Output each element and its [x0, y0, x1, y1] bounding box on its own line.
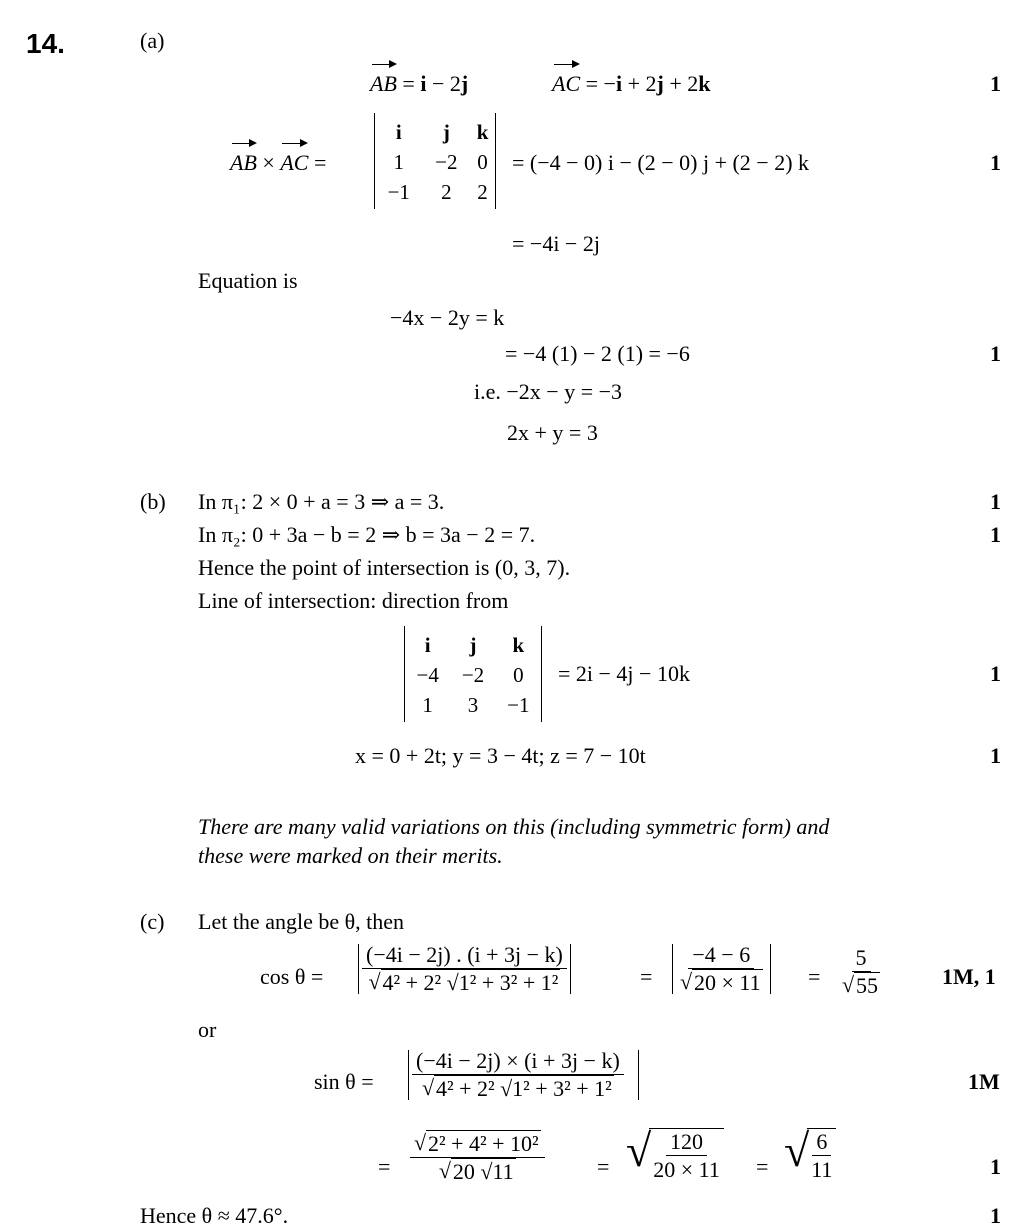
cos-fraction-1: (−4i − 2j) . (i + 3j − k) √ 4² + 2² √1² + 3² + 1² — [358, 944, 571, 994]
plane-eq-1: −4x − 2y = k — [390, 305, 505, 330]
note-line-1: There are many valid variations on this (including symmetric form) and — [198, 814, 830, 839]
part-a-label: (a) — [140, 28, 165, 53]
b-line-1: In π₁: 2 × 0 + a = 3 ⇒ a = 3. — [198, 489, 445, 514]
cross-result: = −4i − 2j — [512, 231, 600, 256]
sin-fraction-1: (−4i − 2j) × (i + 3j − k) √ 4² + 2² √1² + 3² + 1² — [408, 1050, 639, 1100]
sin-eq-2: = — [597, 1154, 610, 1179]
sin-fraction-3: √ $\frac{120}{20 \times 11}$ — [626, 1128, 724, 1181]
mark-c3: 1 — [990, 1154, 1001, 1179]
cross-expansion: = (−4 − 0) i − (2 − 0) j + (2 − 2) k — [512, 150, 810, 175]
plane-eq-2: = −4 (1) − 2 (1) = −6 — [505, 341, 690, 366]
cos-lhs: cos θ = — [260, 964, 324, 989]
part-c-label: (c) — [140, 909, 165, 934]
b-line-2: In π₂: 0 + 3a − b = 2 ⇒ b = 3a − 2 = 7. — [198, 522, 536, 547]
ac-vector-line: AC = −i + 2j + 2k — [552, 71, 711, 96]
sin-eq-3: = — [756, 1154, 769, 1179]
sin-eq-1: = — [378, 1154, 391, 1179]
final-answer: Hence θ ≈ 47.6°. — [140, 1203, 289, 1228]
mark-b1: 1 — [990, 489, 1001, 514]
direction-determinant: i j k −4 −2 0 1 3 −1 — [404, 626, 542, 722]
sin-fraction-2: √ 2² + 4² + 10² √ 20 √11 — [410, 1133, 545, 1183]
mark-a3: 1 — [990, 341, 1001, 366]
plane-eq-4: 2x + y = 3 — [507, 420, 598, 445]
or-text: or — [198, 1017, 217, 1042]
direction-result: = 2i − 4j − 10k — [558, 661, 690, 686]
equation-is: Equation is — [198, 268, 298, 293]
sin-fraction-4: √ $\frac{6}{11}$ — [784, 1128, 836, 1181]
parametric-line: x = 0 + 2t; y = 3 − 4t; z = 7 − 10t — [355, 743, 646, 768]
b-line-3: Hence the point of intersection is (0, 3, 7). — [198, 555, 571, 580]
cross-determinant: i j k 1 −2 0 −1 2 2 — [374, 113, 496, 209]
cos-fraction-2: −4 − 6 √ 20 × 11 — [672, 944, 771, 994]
mark-a2: 1 — [990, 150, 1001, 175]
sin-lhs: sin θ = — [314, 1069, 374, 1094]
cos-fraction-3: 5 √ 55 — [838, 947, 884, 997]
note-line-2: these were marked on their merits. — [198, 843, 503, 868]
cos-eq-2: = — [808, 964, 821, 989]
mark-c1: 1M, 1 — [942, 964, 996, 989]
mark-b3: 1 — [990, 661, 1001, 686]
b-line-4: Line of intersection: direction from — [198, 588, 509, 613]
mark-c4: 1 — [990, 1203, 1001, 1228]
mark-b2: 1 — [990, 522, 1001, 547]
mark-b4: 1 — [990, 743, 1001, 768]
cross-lhs: AB × AC = — [230, 150, 327, 175]
ab-vector-line: AB = i − 2j — [370, 71, 469, 96]
part-b-label: (b) — [140, 489, 166, 514]
question-number: 14. — [26, 28, 65, 59]
cos-eq-1: = — [640, 964, 653, 989]
plane-eq-3: i.e. −2x − y = −3 — [474, 379, 623, 404]
c-intro: Let the angle be θ, then — [198, 909, 405, 934]
mark-c2: 1M — [968, 1069, 1000, 1094]
mark-a1: 1 — [990, 71, 1001, 96]
